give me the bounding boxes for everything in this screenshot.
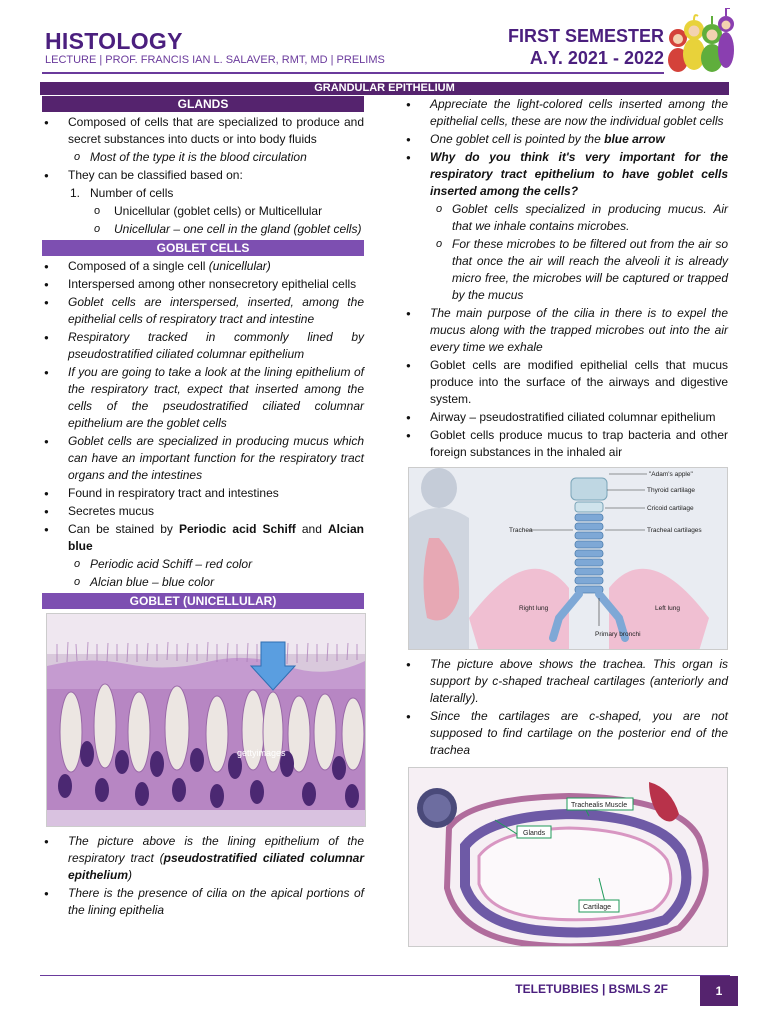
goblet-cell-micrograph (46, 613, 366, 827)
label-right-lung: Right lung (519, 605, 549, 612)
list-item: ● Found in respiratory tract and intestines (38, 485, 364, 502)
list-item (38, 833, 364, 884)
right-column (400, 96, 728, 947)
text-span: Can be stained by (68, 522, 179, 536)
list-item: o Goblet cells specialized in producing mucus. Air that we inhale contains microbes. (400, 201, 728, 235)
page-number: 1 (700, 976, 738, 1006)
header-divider (42, 72, 664, 74)
list-item: ● Since the cartilages are c-shaped, you are not supposed to find cartilage on the posterior end of the trachea (400, 708, 728, 759)
label-trachea: Trachea (509, 527, 533, 534)
list-item: o Periodic acid Schiff – red color (38, 556, 364, 573)
text-span: Composed of a single cell (68, 259, 209, 273)
list-item: ● They can be classified based on: (38, 167, 364, 184)
list-item: ● Goblet cells are specialized in producing mucus which can have an important function for the respiratory tract organs and the intestines (38, 433, 364, 484)
list-item: ● Interspersed among other nonsecretory epithelial cells (38, 276, 364, 293)
list-item: ● Goblet cells are modified epithelial cells that mucus produce into the surface of the airways and digestive system. (400, 357, 728, 408)
lecture-subtitle: LECTURE | PROF. FRANCIS IAN L. SALAVER, RMT, MD | PRELIMS (45, 54, 385, 66)
micrograph-drawing (47, 614, 366, 827)
glands-heading: GLANDS (42, 96, 364, 112)
list-item: ● If you are going to take a look at the lining epithelium of the respiratory tract, expect that inserted among the cells of the pseudostratified ciliated columnar epithelium are the goblet cells (38, 364, 364, 432)
list-item: ● The main purpose of the cilia in there is to expel the mucus along with the trapped microbes out into the air every time we exhale (400, 305, 728, 356)
teletubbies-mascot-image (666, 8, 734, 72)
numbered-item: 1. Number of cells (38, 185, 364, 202)
trachea-drawing (409, 468, 728, 650)
list-item: o Unicellular – one cell in the gland (goblet cells) (38, 221, 364, 238)
text-span: One goblet cell is pointed by the (430, 132, 605, 146)
list-item: o For these microbes to be filtered out from the air so that once the air will reach the alveoli it is already micro free, the microbes will be captured or trapped by the mucus (400, 236, 728, 304)
trachea-cross-section-micrograph (408, 767, 728, 947)
label-cricoid-cartilage: Cricoid cartilage (647, 505, 694, 512)
text-span: and (295, 522, 328, 536)
text-span: ) (128, 868, 133, 882)
goblet-cells-heading: GOBLET CELLS (42, 240, 364, 256)
text-span: pseudostratified ciliated columnar epithelium (68, 851, 364, 882)
label-tracheal-cartilages: Tracheal cartilages (647, 527, 702, 534)
cross-section-drawing (409, 768, 728, 947)
section-banner: GRANDULAR EPITHELIUM (40, 82, 729, 95)
label-thyroid-cartilage: Thyroid cartilage (647, 487, 696, 494)
list-item: ● There is the presence of cilia on the apical portions of the lining epithelia (38, 885, 364, 919)
list-item: ● Airway – pseudostratified ciliated columnar epithelium (400, 409, 728, 426)
label-trachealis-muscle: Trachealis Muscle (571, 802, 628, 809)
label-glands: Glands (523, 830, 546, 837)
list-item: ● Respiratory tracked in commonly lined by pseudostratified ciliated columnar epithelium (38, 329, 364, 363)
footer-divider (40, 975, 730, 976)
label-adams-apple: "Adam's apple" (649, 471, 693, 478)
left-column (38, 96, 364, 920)
trachea-anatomy-illustration (408, 467, 728, 650)
list-item: ● The picture above shows the trachea. This organ is support by c-shaped tracheal cartilages (anteriorly and laterally). (400, 656, 728, 707)
label-cartilage: Cartilage (583, 904, 612, 911)
label-left-lung: Left lung (655, 605, 680, 612)
text-span: Alcian blue (68, 522, 364, 553)
text-span: Periodic acid Schiff (178, 522, 296, 536)
list-item (38, 521, 364, 555)
text-span: The picture above is the lining epithelium of the respiratory tract ( (68, 834, 364, 865)
footer-group-label: TELETUBBIES | BSMLS 2F (515, 982, 668, 996)
course-title: HISTOLOGY (45, 28, 183, 54)
list-item: ● Appreciate the light-colored cells inserted among the epithelial cells, these are now the individual goblet cells (400, 96, 728, 130)
academic-year: A.Y. 2021 - 2022 (529, 48, 664, 68)
list-item (400, 131, 728, 148)
list-item: ● Goblet cells produce mucus to trap bacteria and other foreign substances in the inhaled air (400, 427, 728, 461)
list-item: ● Composed of cells that are specialized to produce and secret substances into ducts or into body fluids (38, 114, 364, 148)
list-item: ● Goblet cells are interspersed, inserted, among the epithelial cells of respiratory tract and intestine (38, 294, 364, 328)
list-item: o Most of the type it is the blood circulation (38, 149, 364, 166)
text-span: (unicellular) (208, 259, 271, 273)
list-item: o Unicellular (goblet cells) or Multicellular (38, 203, 364, 220)
semester-label: FIRST SEMESTER (507, 26, 664, 46)
text-span: blue arrow (604, 132, 665, 146)
list-item: o Alcian blue – blue color (38, 574, 364, 591)
label-primary-bronchi: Primary bronchi (595, 631, 641, 638)
list-item: ● Why do you think it's very important for the respiratory tract epithelium to have goblet cells inserted among the cells? (400, 149, 728, 200)
getty-watermark: gettyimages (237, 748, 286, 758)
goblet-unicellular-heading: GOBLET (UNICELLULAR) (42, 593, 364, 609)
list-item: ● Secretes mucus (38, 503, 364, 520)
list-item (38, 258, 364, 275)
